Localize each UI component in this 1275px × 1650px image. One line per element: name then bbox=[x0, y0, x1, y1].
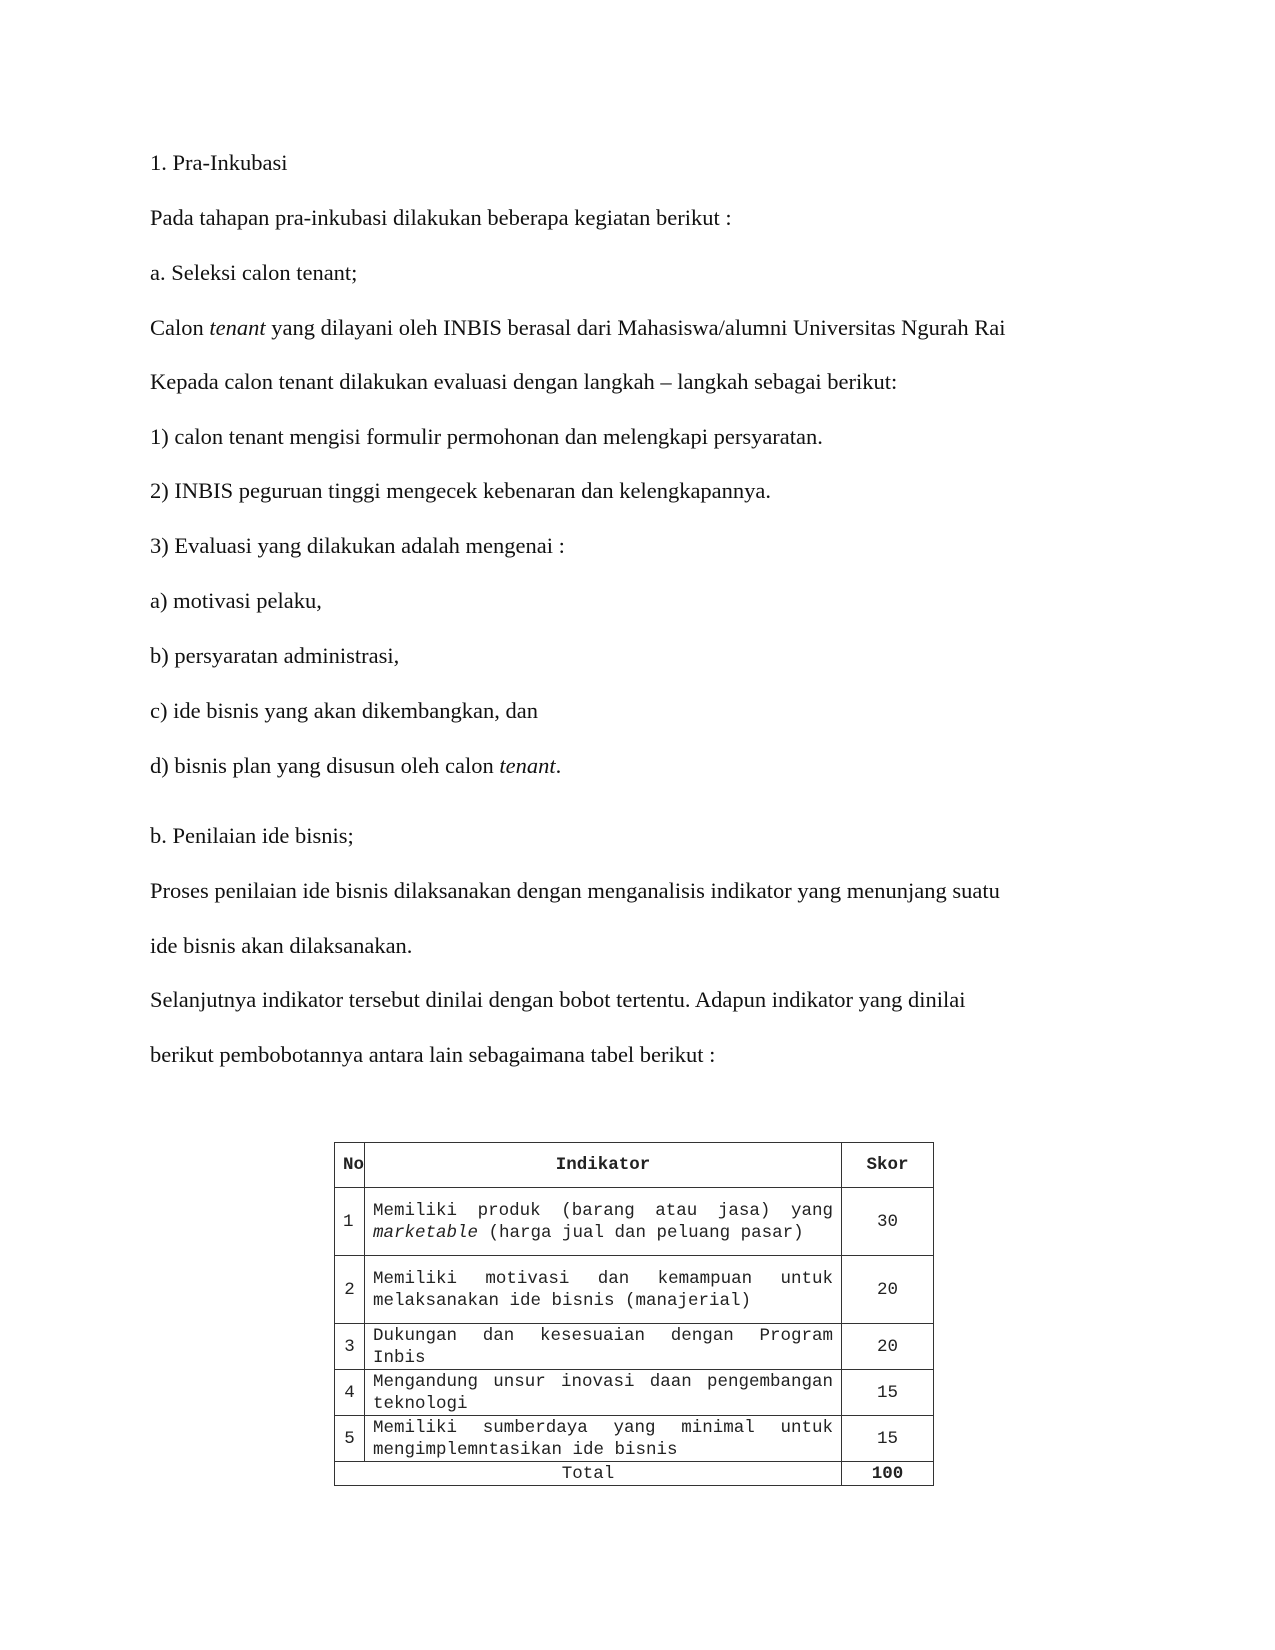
subheading-a: a. Seleksi calon tenant; bbox=[150, 260, 358, 285]
eval-item-b: b) persyaratan administrasi, bbox=[150, 643, 400, 668]
eval-item-a: a) motivasi pelaku, bbox=[150, 588, 322, 613]
paragraph-1-line-2: ide bisnis akan dilaksanakan. bbox=[150, 933, 413, 958]
eval-d-italic: tenant bbox=[499, 753, 556, 778]
indikator-text-after: (harga jual dan peluang pasar) bbox=[478, 1222, 804, 1243]
intro-paragraph: Pada tahapan pra-inkubasi dilakukan beberapa kegiatan berikut : bbox=[150, 205, 732, 230]
row-no: 1 bbox=[335, 1188, 365, 1256]
table-row bbox=[335, 1188, 934, 1256]
row-indikator bbox=[365, 1188, 842, 1256]
calon-text-before: Calon bbox=[150, 315, 210, 340]
step-3: 3) Evaluasi yang dilakukan adalah mengenai : bbox=[150, 533, 565, 558]
table-row bbox=[335, 1256, 934, 1324]
step-1: 1) calon tenant mengisi formulir permohonan dan melengkapi persyaratan. bbox=[150, 424, 823, 449]
row-no: 3 bbox=[335, 1324, 365, 1370]
row-indikator: Memiliki sumberdaya yang minimal untuk mengimplemntasikan ide bisnis bbox=[365, 1416, 842, 1462]
table-row bbox=[335, 1370, 934, 1416]
row-skor: 20 bbox=[842, 1324, 934, 1370]
table-total-row bbox=[335, 1462, 934, 1486]
calon-text-italic: tenant bbox=[209, 315, 266, 340]
total-label: Total bbox=[335, 1462, 842, 1486]
row-skor: 30 bbox=[842, 1188, 934, 1256]
paragraph-2-line-1: Selanjutnya indikator tersebut dinilai dengan bobot tertentu. Adapun indikator yang dinilai bbox=[150, 987, 966, 1012]
calon-paragraph bbox=[150, 314, 1005, 342]
header-skor: Skor bbox=[842, 1143, 934, 1188]
section-heading: 1. Pra-Inkubasi bbox=[150, 150, 288, 175]
indikator-text-before: Memiliki produk (barang atau jasa) yang bbox=[373, 1200, 833, 1221]
header-indikator: Indikator bbox=[365, 1143, 842, 1188]
indicator-score-table bbox=[334, 1142, 934, 1486]
paragraph-1-line-1: Proses penilaian ide bisnis dilaksanakan dengan menganalisis indikator yang menunjang suatu bbox=[150, 878, 1000, 903]
calon-text-after: yang dilayani oleh INBIS berasal dari Mahasiswa/alumni Universitas Ngurah Rai bbox=[265, 315, 1006, 340]
table-row bbox=[335, 1324, 934, 1370]
row-indikator: Memiliki motivasi dan kemampuan untuk melaksanakan ide bisnis (manajerial) bbox=[365, 1256, 842, 1324]
row-skor: 20 bbox=[842, 1256, 934, 1324]
total-value: 100 bbox=[842, 1462, 934, 1486]
row-no: 2 bbox=[335, 1256, 365, 1324]
eval-item-c: c) ide bisnis yang akan dikembangkan, dan bbox=[150, 698, 539, 723]
row-no: 4 bbox=[335, 1370, 365, 1416]
table-header-row bbox=[335, 1143, 934, 1188]
table-row bbox=[335, 1416, 934, 1462]
paragraph-2-line-2: berikut pembobotannya antara lain sebagaimana tabel berikut : bbox=[150, 1042, 716, 1067]
row-indikator: Dukungan dan kesesuaian dengan Program Inbis bbox=[365, 1324, 842, 1370]
subheading-b: b. Penilaian ide bisnis; bbox=[150, 823, 354, 848]
evaluation-intro: Kepada calon tenant dilakukan evaluasi dengan langkah – langkah sebagai berikut: bbox=[150, 369, 898, 394]
row-skor: 15 bbox=[842, 1370, 934, 1416]
row-skor: 15 bbox=[842, 1416, 934, 1462]
row-no: 5 bbox=[335, 1416, 365, 1462]
eval-item-d bbox=[150, 752, 561, 780]
eval-d-after: . bbox=[555, 753, 562, 778]
step-2: 2) INBIS peguruan tinggi mengecek kebenaran dan kelengkapannya. bbox=[150, 478, 772, 503]
indikator-text-italic: marketable bbox=[373, 1222, 479, 1243]
eval-d-before: d) bisnis plan yang disusun oleh calon bbox=[150, 753, 500, 778]
header-no: No bbox=[335, 1143, 365, 1188]
row-indikator: Mengandung unsur inovasi daan pengembangan teknologi bbox=[365, 1370, 842, 1416]
